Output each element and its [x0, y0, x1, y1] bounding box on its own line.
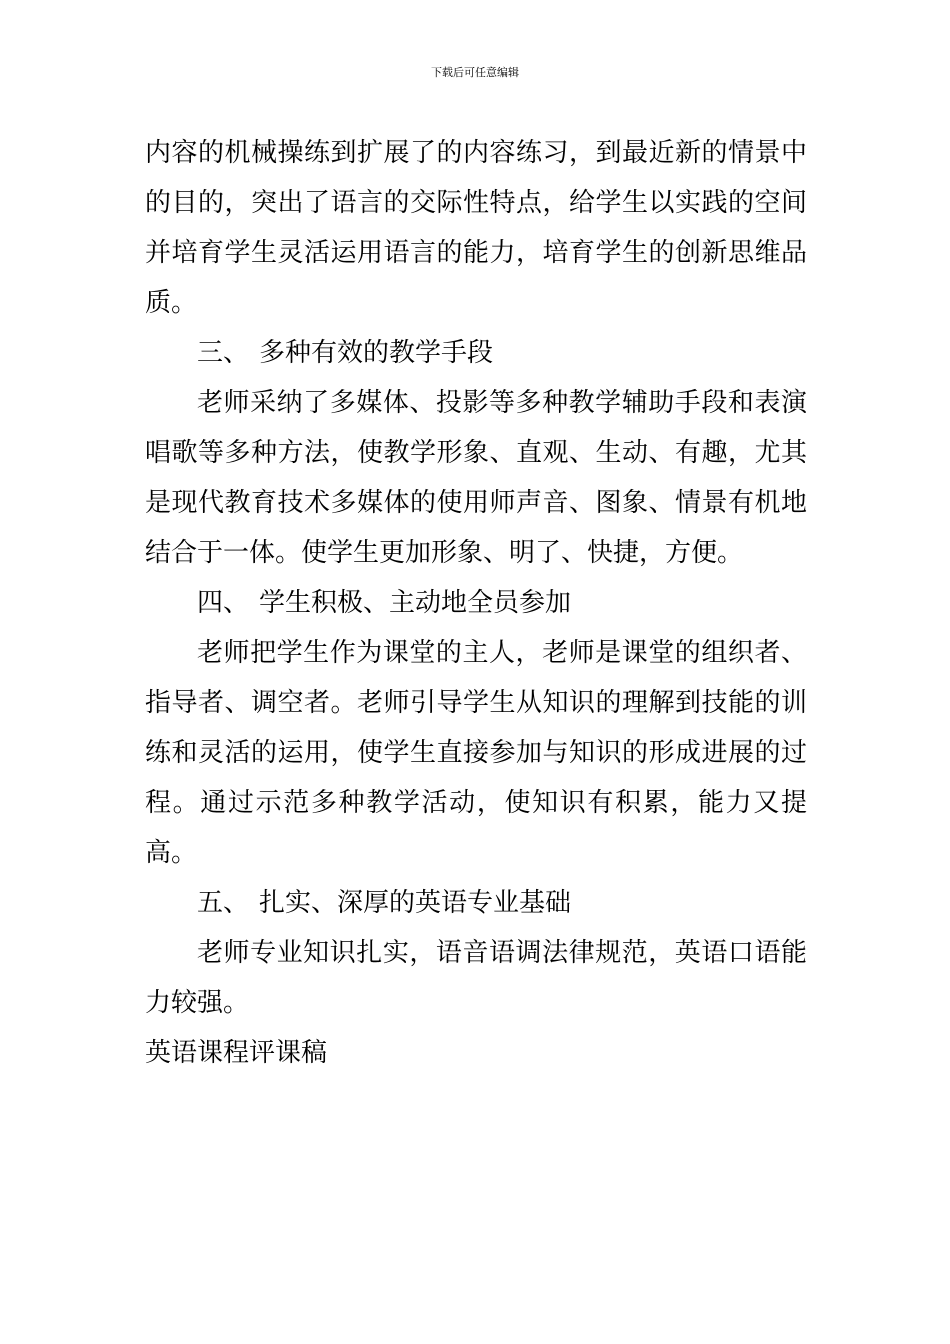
section-title: 学生积极、主动地全员参加 — [259, 588, 572, 618]
section-heading-4 — [145, 578, 807, 628]
section-heading-3 — [145, 328, 807, 378]
section-number: 三、 — [197, 338, 250, 368]
paragraph-section-4: 老师把学生作为课堂的主人，老师是课堂的组织者、指导者、调空者。老师引导学生从知识的理解到技能的训练和灵活的运用，使学生直接参加与知识的形成进展的过程。通过示范多种教学活动，使知识有积累，能力又提高。 — [145, 638, 807, 868]
paragraph-section-5: 老师专业知识扎实，语音语调法律规范，英语口语能力较强。 — [145, 938, 807, 1018]
section-title: 多种有效的教学手段 — [259, 338, 494, 368]
page-header: 下载后可任意编辑 — [431, 66, 519, 79]
document-title-footer: 英语课程评课稿 — [145, 1038, 328, 1068]
paragraph-section-3: 老师采纳了多媒体、投影等多种教学辅助手段和表演唱歌等多种方法，使教学形象、直观、生动、有趣，尤其是现代教育技术多媒体的使用师声音、图象、情景有机地结合于一体。使学生更加形象、明了、快捷，方便。 — [145, 388, 807, 568]
section-number: 四、 — [197, 588, 250, 618]
section-number: 五、 — [197, 888, 250, 918]
document-body — [145, 128, 807, 1078]
paragraph-continuation: 内容的机械操练到扩展了的内容练习，到最近新的情景中的目的，突出了语言的交际性特点，给学生以实践的空间并培育学生灵活运用语言的能力，培育学生的创新思维品质。 — [145, 138, 807, 318]
section-heading-5 — [145, 878, 807, 928]
section-title: 扎实、深厚的英语专业基础 — [259, 888, 572, 918]
